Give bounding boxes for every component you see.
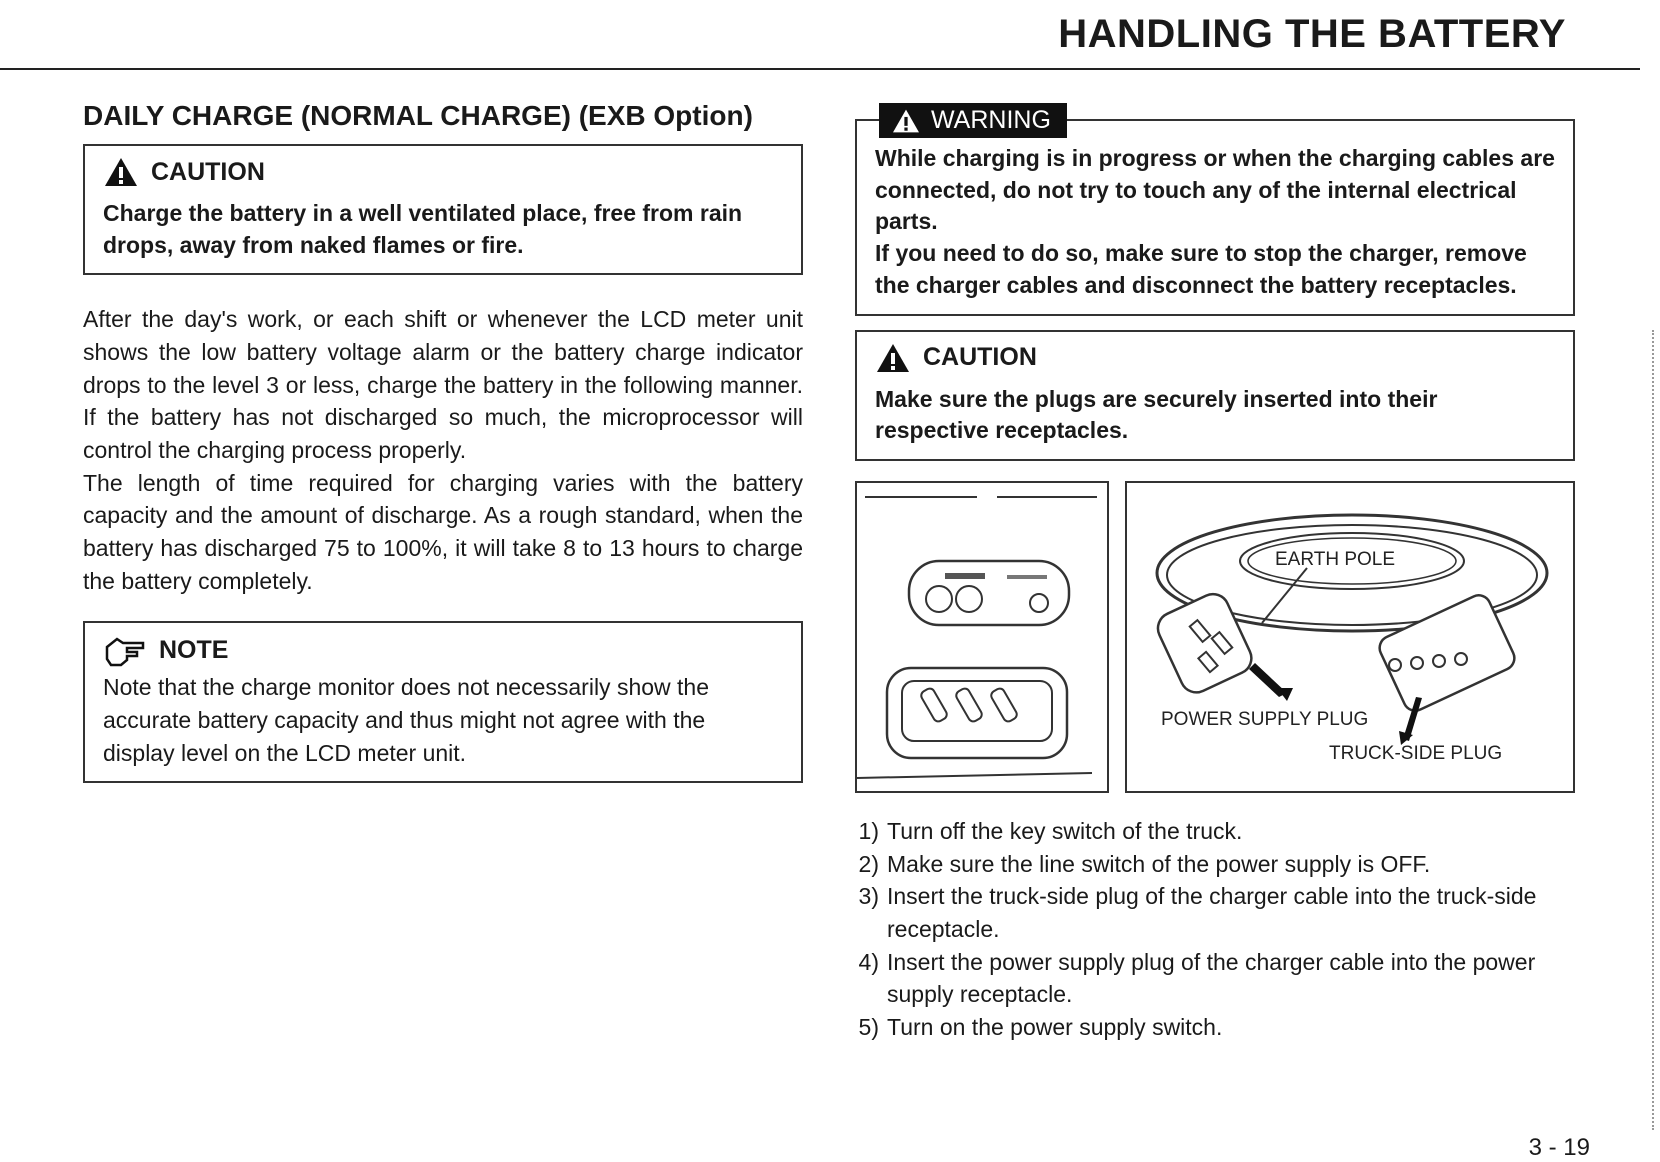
note-box: [83, 621, 803, 783]
list-item: [855, 815, 1575, 848]
caution-header: [103, 156, 783, 188]
step-number: 3): [858, 883, 879, 910]
step-text: Insert the truck-side plug of the charger cable into the truck-side receptacle.: [887, 883, 1537, 943]
steps-list: [855, 815, 1575, 1044]
warning-triangle-icon: [875, 342, 911, 374]
step-text: Insert the power supply plug of the charger cable into the power supply receptacle.: [887, 948, 1536, 1008]
caution-box: [83, 144, 803, 275]
page-title: HANDLING THE BATTERY: [1058, 12, 1566, 56]
warning-triangle-icon: [103, 156, 139, 188]
paragraph-1: After the day's work, or each shift or whenever the LCD meter unit shows the low battery voltage alarm or the battery charge indicator drops to the level 3 or less, charge the battery in the following manner. If the battery has not discharged so much, the microprocessor will control the charging process properly.: [83, 306, 803, 464]
caution-label-2: CAUTION: [923, 343, 1037, 372]
binding-edge: [1650, 330, 1654, 1130]
page-header: [0, 0, 1640, 70]
caution-text-2: Make sure the plugs are securely inserted into their respective receptacles.: [875, 385, 1438, 444]
step-number: 1): [858, 818, 879, 845]
left-column: [83, 100, 803, 783]
list-item: [855, 880, 1575, 945]
pointing-hand-icon: [103, 633, 147, 667]
section-title: DAILY CHARGE (NORMAL CHARGE) (EXB Option): [83, 100, 753, 131]
body-text: [83, 303, 803, 597]
truck-side-plug-label: TRUCK-SIDE PLUG: [1329, 743, 1503, 765]
step-number: 2): [858, 850, 879, 877]
warning-tag: [879, 103, 1067, 138]
charger-cable-figure: [1125, 481, 1575, 793]
note-label: NOTE: [159, 635, 229, 664]
step-number: 5): [858, 1014, 879, 1041]
power-supply-plug-label: POWER SUPPLY PLUG: [1161, 709, 1369, 731]
earth-pole-label: EARTH POLE: [1275, 549, 1396, 571]
right-column: [855, 105, 1575, 1044]
caution-text: Charge the battery in a well ventilated place, free from rain drops, away from naked flames or fire.: [103, 200, 743, 258]
page-number: 3 - 19: [1528, 1134, 1590, 1161]
note-header: [103, 633, 783, 667]
list-item: [855, 848, 1575, 881]
warning-triangle-icon: [891, 108, 921, 134]
charger-panel-illustration: [857, 483, 1107, 793]
list-item: [855, 946, 1575, 1011]
warning-text-1: While charging is in progress or when the charging cables are connected, do not try to touch any of the internal electrical parts.: [875, 145, 1555, 235]
warning-box: [855, 106, 1575, 316]
figures: [855, 481, 1575, 793]
charger-panel-figure: [855, 481, 1109, 793]
step-text: Turn off the key switch of the truck.: [887, 818, 1243, 845]
note-text: Note that the charge monitor does not necessarily show the accurate battery capacity and thus might not agree with the display level on the LCD meter unit.: [103, 674, 710, 766]
caution-header-2: [875, 342, 1555, 374]
step-text: Turn on the power supply switch.: [887, 1014, 1223, 1041]
warning-label: WARNING: [931, 106, 1051, 134]
warning-text-2: If you need to do so, make sure to stop the charger, remove the charger cables and disconnect the battery receptacles.: [875, 240, 1527, 298]
list-item: [855, 1011, 1575, 1044]
caution-box-2: [855, 330, 1575, 461]
paragraph-2: The length of time required for charging varies with the battery capacity and the amount of discharge. As a rough standard, when the battery has discharged 75 to 100%, it will take 8 to 13 hours to charge the battery completely.: [83, 469, 803, 594]
step-number: 4): [858, 948, 879, 975]
caution-label: CAUTION: [151, 157, 265, 186]
step-text: Make sure the line switch of the power supply is OFF.: [887, 850, 1431, 877]
